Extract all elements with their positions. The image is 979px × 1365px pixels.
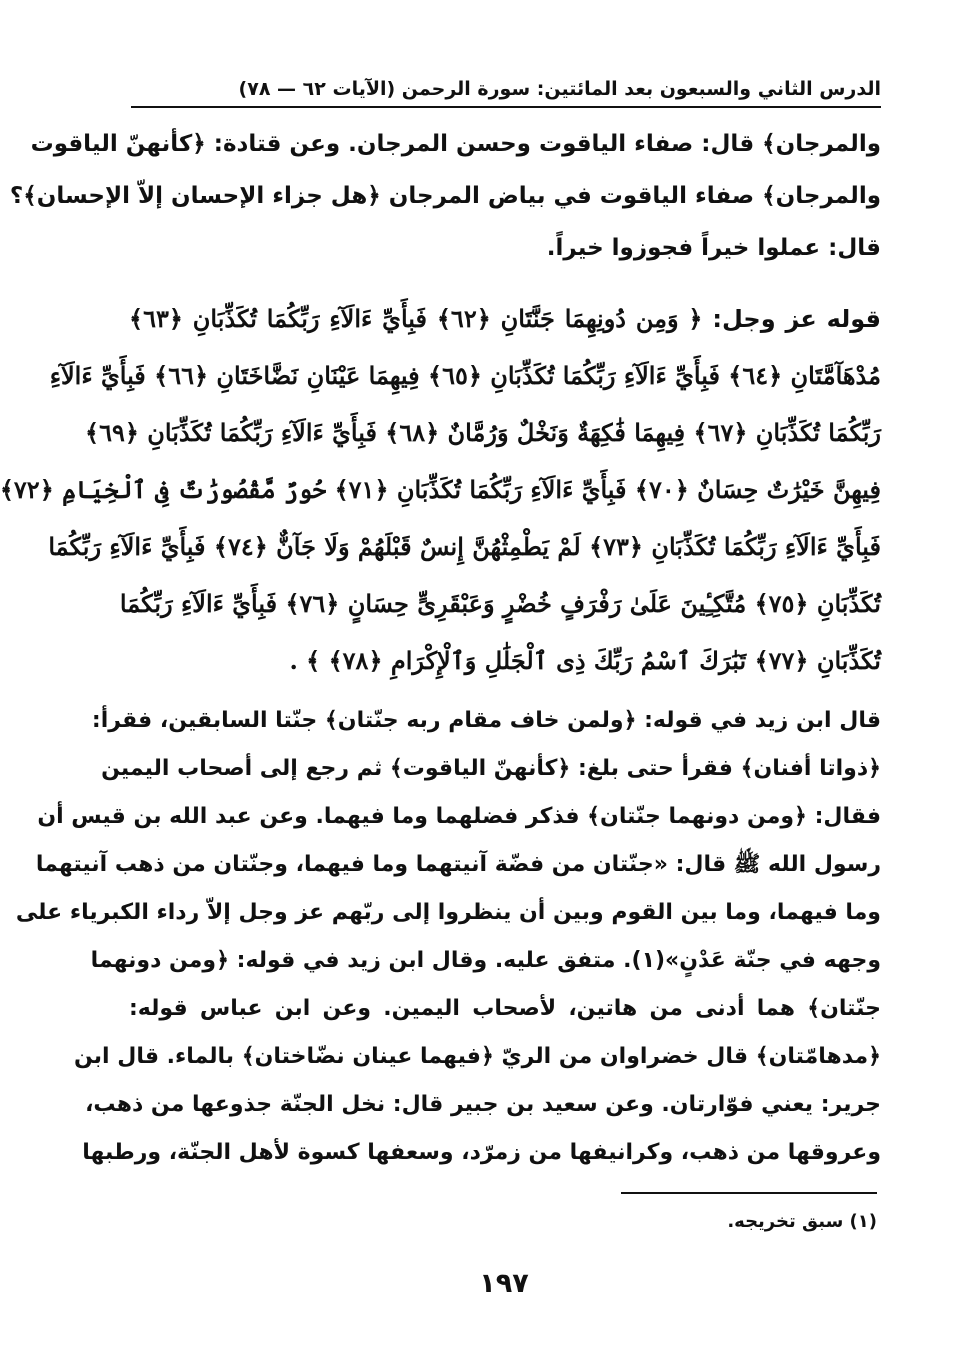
text-line: رسول الله ﷺ قال: «جنّتان من فضّة آنيتهما وما فيهما، وجنّتان من ذهب آنيتهما — [35, 852, 881, 877]
text-line: قال ابن زيد في قوله: ﴿ولمن خاف مقام ربه جنّتان﴾ جنّتا السابقين، فقرأ: — [91, 708, 881, 733]
quran-line: فِيهِنَّ خَيْرَٰتٌ حِسَانٌ ﴿٧٠﴾ فَبِأَيِّ ءَالَآءِ رَبِّكُمَا تُكَذِّبَانِ ﴿٧١﴾ حُورٌ مَّقْصُورَٰتٌ فِى ٱلْخِيَامِ ﴿٧٢﴾ — [0, 475, 881, 504]
text-line: والمرجان﴾ صفاء الياقوت في بياض المرجان ﴿هل جزاء الإحسان إلاّ الإحسان﴾؟ — [9, 183, 881, 209]
text-line: وجهه في جنّة عَدْنٍ»(١). متفق عليه. وقال ابن زيد في قوله: ﴿ومن دونهما — [90, 948, 881, 973]
page-number: ١٩٧ — [479, 1268, 529, 1299]
verse-text: ﴿ وَمِن دُونِهِمَا جَنَّتَانِ ﴿٦٢﴾ فَبِأَيِّ ءَالَآءِ رَبِّكُمَا تُكَذِّبَانِ ﴿٦٣﴾ — [129, 304, 703, 333]
footnote-rule — [621, 1192, 877, 1194]
text-line: جنّتان﴾ هما أدنى من هاتين، لأصحاب اليمين. وعن ابن عباس قوله: — [129, 996, 881, 1021]
running-header: الدرس الثاني والسبعون بعد المائتين: سورة الرحمن (الآيات ٦٢ — ٧٨) — [238, 78, 881, 100]
quran-line: تُكَذِّبَانِ ﴿٧٧﴾ تَبَٰرَكَ ٱسْمُ رَبِّكَ ذِى ٱلْجَلَٰلِ وَٱلْإِكْرَامِ ﴿٧٨﴾ ﴾ . — [289, 646, 881, 675]
verse-lead-in: قوله عز وجل: — [702, 305, 881, 333]
text-line: وما فيهما، وما بين القوم وبين أن ينظروا إلى ربّهم عز وجل إلاّ رداء الكبرياء على — [15, 900, 881, 925]
text-line: جرير: يعني فوّارتان. وعن سعيد بن جبير قال: نخل الجنّة جذوعها من ذهب، — [85, 1092, 881, 1117]
footnote: (١) سبق تخريجه. — [727, 1211, 877, 1232]
quran-line: فَبِأَيِّ ءَالَآءِ رَبِّكُمَا تُكَذِّبَانِ ﴿٧٣﴾ لَمْ يَطْمِثْهُنَّ إِنسٌ قَبْلَهُمْ وَلَا جَآنٌّ ﴿٧٤﴾ فَبِأَيِّ ءَالَآءِ رَبِّكُمَا — [48, 532, 881, 561]
quran-line: رَبِّكُمَا تُكَذِّبَانِ ﴿٦٧﴾ فِيهِمَا فَٰكِهَةٌ وَنَخْلٌ وَرُمَّانٌ ﴿٦٨﴾ فَبِأَيِّ ءَالَآءِ رَبِّكُمَا تُكَذِّبَانِ ﴿٦٩﴾ — [85, 418, 881, 447]
quran-line: تُكَذِّبَانِ ﴿٧٥﴾ مُتَّكِـِٔينَ عَلَىٰ رَفْرَفٍ خُضْرٍ وَعَبْقَرِىٍّ حِسَانٍ ﴿٧٦﴾ فَبِأَيِّ ءَالَآءِ رَبِّكُمَا — [119, 589, 881, 618]
text-line: قال: عملوا خيراً فجوزوا خيراً. — [546, 235, 881, 261]
commentary-paragraph — [15, 697, 881, 1177]
quran-verses-block — [0, 290, 881, 689]
text-line: ﴿ذواتا أفنان﴾ فقرأ حتى بلغ: ﴿كأنهنّ الياقوت﴾ ثم رجع إلى أصحاب اليمين — [101, 756, 881, 781]
quran-line: مُدْهَآمَّتَانِ ﴿٦٤﴾ فَبِأَيِّ ءَالَآءِ رَبِّكُمَا تُكَذِّبَانِ ﴿٦٥﴾ فِيهِمَا عَيْنَانِ نَضَّاخَتَانِ ﴿٦٦﴾ فَبِأَيِّ ءَالَآءِ — [49, 361, 881, 390]
text-line: وعروقها من ذهب، وكرانيفها من زمرّد، وسعفها كسوة لأهل الجنّة، ورطبها — [82, 1140, 881, 1165]
text-line: فقال: ﴿ومن دونهما جنّتان﴾ فذكر فضلهما وما فيهما. وعن عبد الله بن قيس أن — [37, 804, 881, 829]
intro-paragraph — [9, 118, 881, 274]
quran-line — [129, 290, 881, 347]
header-rule — [131, 106, 881, 108]
text-line: والمرجان﴾ قال: صفاء الياقوت وحسن المرجان. وعن قتادة: ﴿كأنهنّ الياقوت — [30, 131, 881, 157]
text-line: ﴿مدهامّتان﴾ قال خضراوان من الريّ ﴿فيهما عينان نضّاختان﴾ بالماء. قال ابن — [74, 1044, 881, 1069]
